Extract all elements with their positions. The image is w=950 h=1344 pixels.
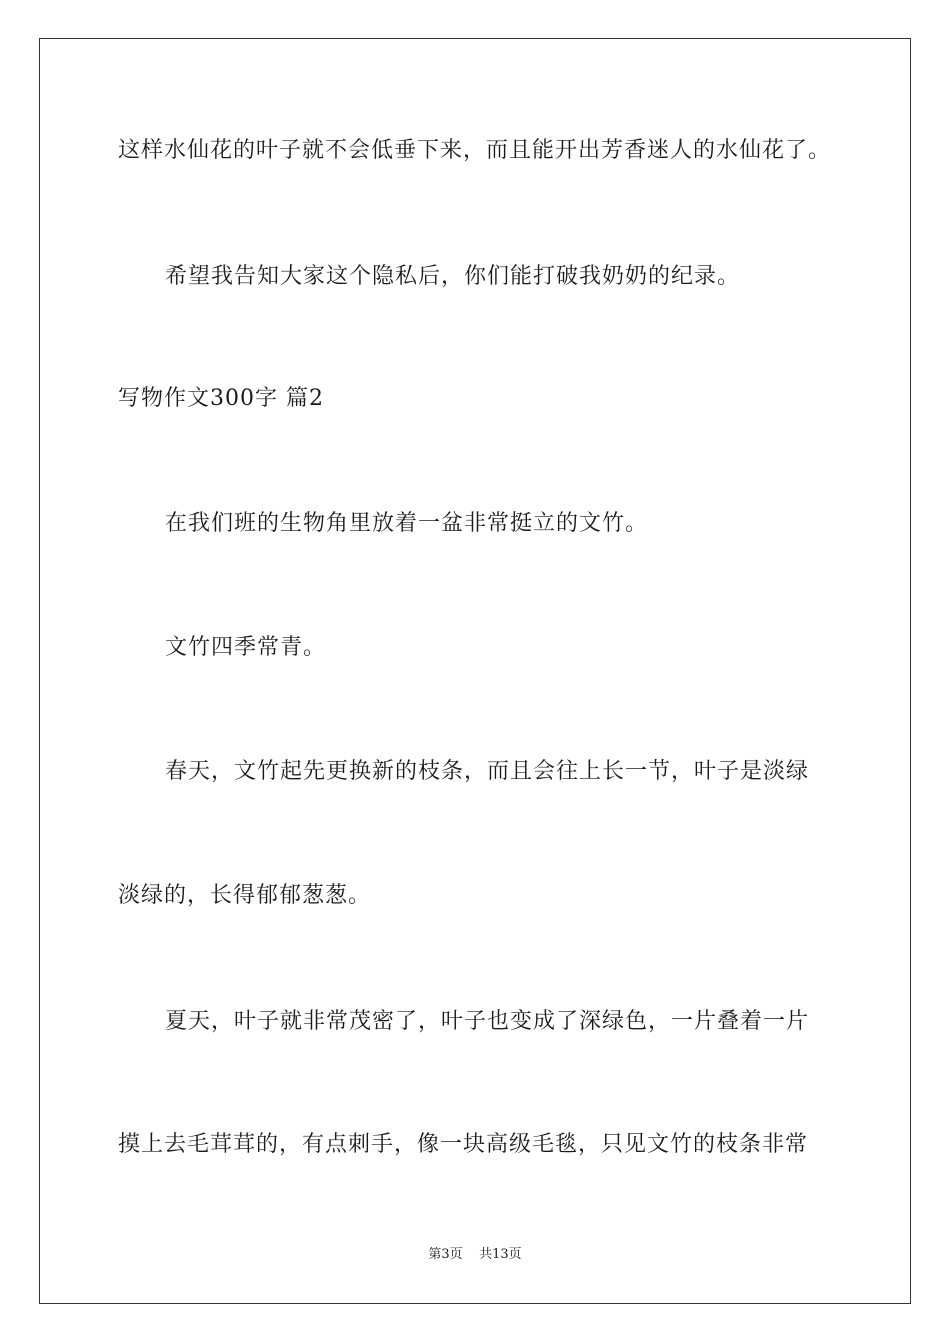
paragraph-line-2: 希望我告知大家这个隐私后，你们能打破我奶奶的纪录。 [165,264,741,289]
paragraph-line-5: 春天，文竹起先更换新的枝条，而且会往上长一节，叶子是淡绿 [165,759,810,784]
paragraph-line-3: 在我们班的生物角里放着一盆非常挺立的文竹。 [165,511,649,536]
page-total: 共13页 [479,1247,522,1262]
paragraph-line-1: 这样水仙花的叶子就不会低垂下来，而且能开出芳香迷人的水仙花了。 [118,138,832,163]
paragraph-line-4: 文竹四季常青。 [165,635,327,660]
section-heading: 写物作文300字 篇2 [118,386,324,411]
page-border [39,38,911,1304]
paragraph-line-8: 摸上去毛茸茸的，有点刺手，像一块高级毛毯，只见文竹的枝条非常 [118,1132,809,1157]
paragraph-line-6: 淡绿的，长得郁郁葱葱。 [118,883,372,908]
paragraph-line-7: 夏天，叶子就非常茂密了，叶子也变成了深绿色，一片叠着一片 [165,1009,810,1034]
page-number: 第3页 [428,1247,463,1262]
page-footer [0,1246,950,1264]
